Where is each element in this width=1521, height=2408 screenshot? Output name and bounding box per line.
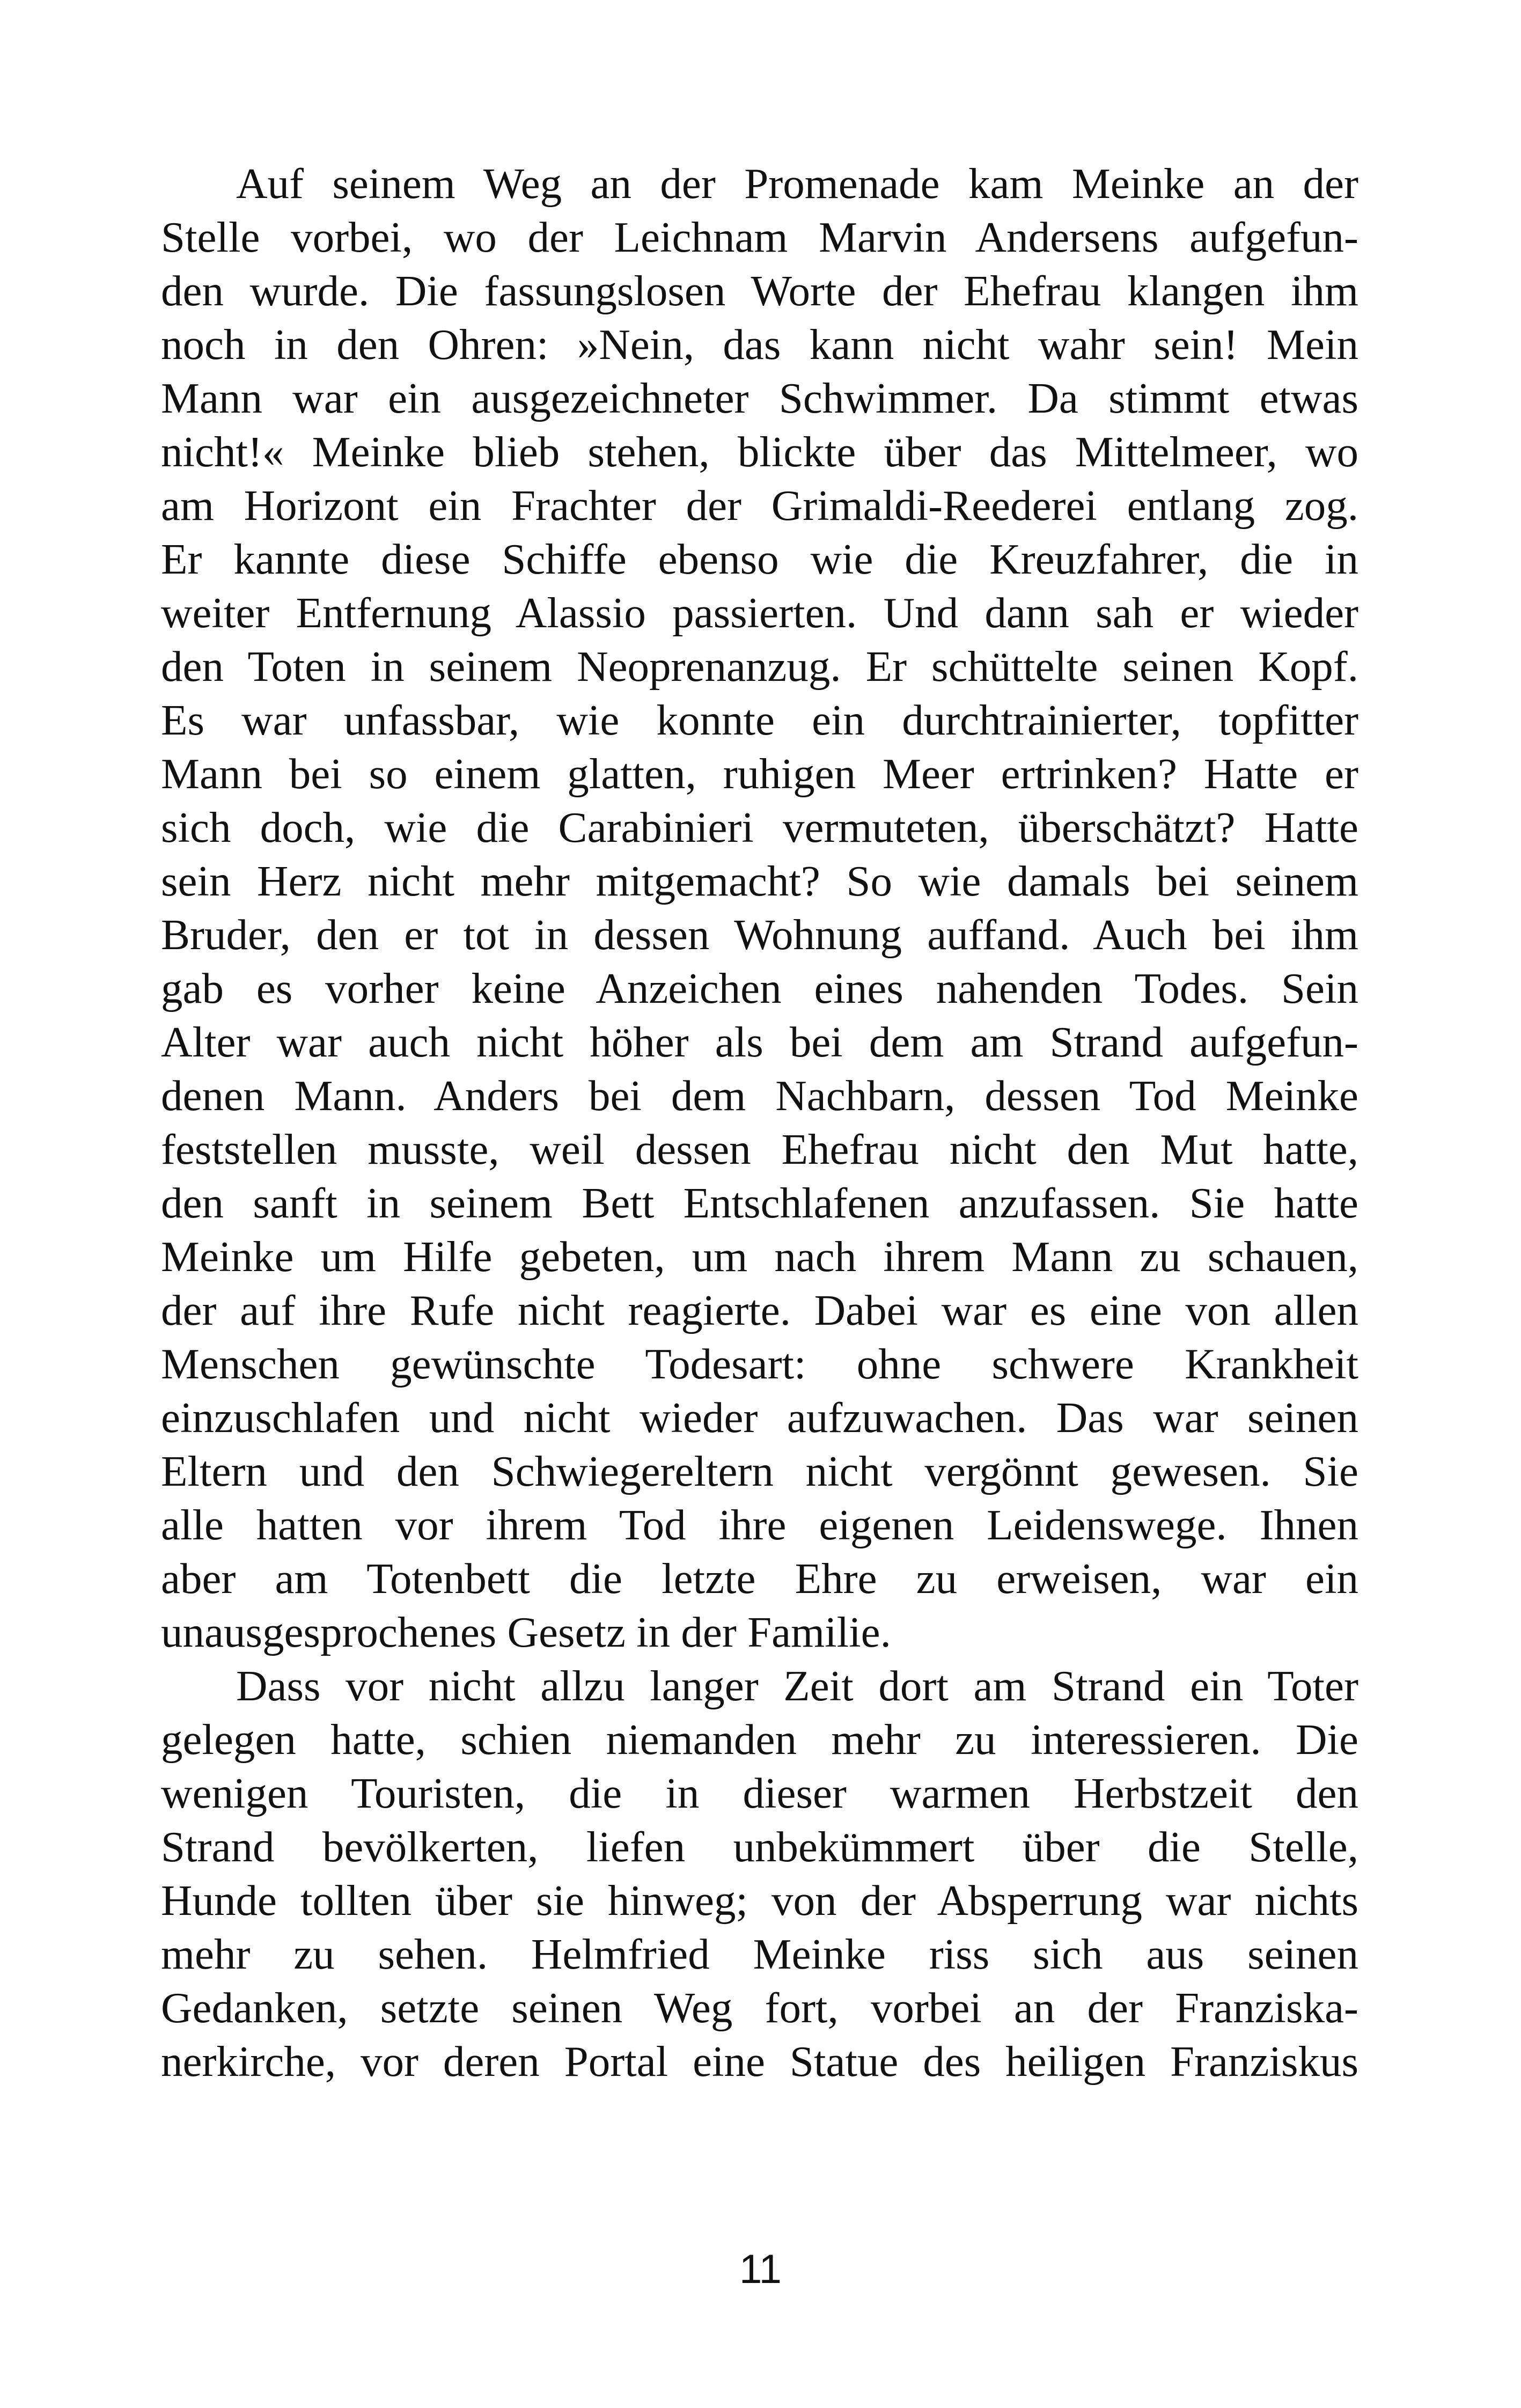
text-line: am Horizont ein Frachter der Grimaldi-Reederei entlang zog. bbox=[161, 481, 1358, 530]
text-line: den Toten in seinem Neoprenanzug. Er schüttelte seinen Kopf. bbox=[161, 642, 1358, 691]
text-line: Stelle vorbei, wo der Leichnam Marvin Andersens aufgefun- bbox=[161, 213, 1358, 261]
text-line: Es war unfassbar, wie konnte ein durchtrainierter, topfitter bbox=[161, 696, 1358, 744]
text-line: Menschen gewünschte Todesart: ohne schwere Krankheit bbox=[161, 1340, 1358, 1388]
text-line: gab es vorher keine Anzeichen eines nahenden Todes. Sein bbox=[161, 964, 1358, 1012]
text-line: mehr zu sehen. Helmfried Meinke riss sich aus seinen bbox=[161, 1930, 1358, 1978]
text-line: weiter Entfernung Alassio passierten. Und dann sah er wieder bbox=[161, 589, 1358, 637]
paragraph-1 bbox=[161, 157, 1358, 1659]
text-line: Meinke um Hilfe gebeten, um nach ihrem Mann zu schauen, bbox=[161, 1232, 1358, 1281]
text-line: einzuschlafen und nicht wieder aufzuwachen. Das war seinen bbox=[161, 1393, 1358, 1442]
text-line: den wurde. Die fassungslosen Worte der Ehefrau klangen ihm bbox=[161, 267, 1358, 315]
text-line: Hunde tollten über sie hinweg; von der Absperrung war nichts bbox=[161, 1876, 1358, 1925]
text-line: noch in den Ohren: »Nein, das kann nicht wahr sein! Mein bbox=[161, 320, 1358, 369]
body-text bbox=[161, 157, 1358, 2088]
text-line: den sanft in seinem Bett Entschlafenen anzufassen. Sie hatte bbox=[161, 1179, 1358, 1227]
text-line: sein Herz nicht mehr mitgemacht? So wie damals bei seinem bbox=[161, 857, 1358, 905]
text-line: der auf ihre Rufe nicht reagierte. Dabei war es eine von allen bbox=[161, 1286, 1358, 1334]
text-line: gelegen hatte, schien niemanden mehr zu interessieren. Die bbox=[161, 1715, 1358, 1764]
text-line: Eltern und den Schwiegereltern nicht vergönnt gewesen. Sie bbox=[161, 1447, 1358, 1495]
text-line: nerkirche, vor deren Portal eine Statue des heiligen Franziskus bbox=[161, 2037, 1358, 2086]
text-line: Bruder, den er tot in dessen Wohnung auffand. Auch bei ihm bbox=[161, 911, 1358, 959]
text-line: Mann war ein ausgezeichneter Schwimmer. Da stimmt etwas bbox=[161, 374, 1358, 422]
text-line: Gedanken, setzte seinen Weg fort, vorbei an der Franziska- bbox=[161, 1984, 1358, 2032]
text-line: denen Mann. Anders bei dem Nachbarn, dessen Tod Meinke bbox=[161, 1071, 1358, 1120]
text-line: Alter war auch nicht höher als bei dem am Strand aufgefun- bbox=[161, 1018, 1358, 1066]
text-line: sich doch, wie die Carabinieri vermuteten, überschätzt? Hatte bbox=[161, 803, 1358, 851]
text-line: unausgesprochenes Gesetz in der Familie. bbox=[161, 1608, 891, 1656]
text-line: nicht!« Meinke blieb stehen, blickte über das Mittelmeer, wo bbox=[161, 428, 1358, 476]
text-line: Auf seinem Weg an der Promenade kam Meinke an der bbox=[236, 159, 1358, 208]
text-line: aber am Totenbett die letzte Ehre zu erweisen, war ein bbox=[161, 1554, 1358, 1603]
text-line: Er kannte diese Schiffe ebenso wie die Kreuzfahrer, die in bbox=[161, 535, 1358, 583]
text-line: feststellen musste, weil dessen Ehefrau nicht den Mut hatte, bbox=[161, 1125, 1358, 1173]
text-line: wenigen Touristen, die in dieser warmen Herbstzeit den bbox=[161, 1769, 1358, 1817]
page-number: 11 bbox=[739, 2247, 782, 2292]
text-line: Dass vor nicht allzu langer Zeit dort am Strand ein Toter bbox=[236, 1662, 1358, 1710]
text-line: alle hatten vor ihrem Tod ihre eigenen Leidenswege. Ihnen bbox=[161, 1501, 1358, 1549]
text-line: Mann bei so einem glatten, ruhigen Meer ertrinken? Hatte er bbox=[161, 750, 1358, 798]
text-line: Strand bevölkerten, liefen unbekümmert über die Stelle, bbox=[161, 1823, 1358, 1871]
paragraph-2 bbox=[161, 1659, 1358, 2088]
